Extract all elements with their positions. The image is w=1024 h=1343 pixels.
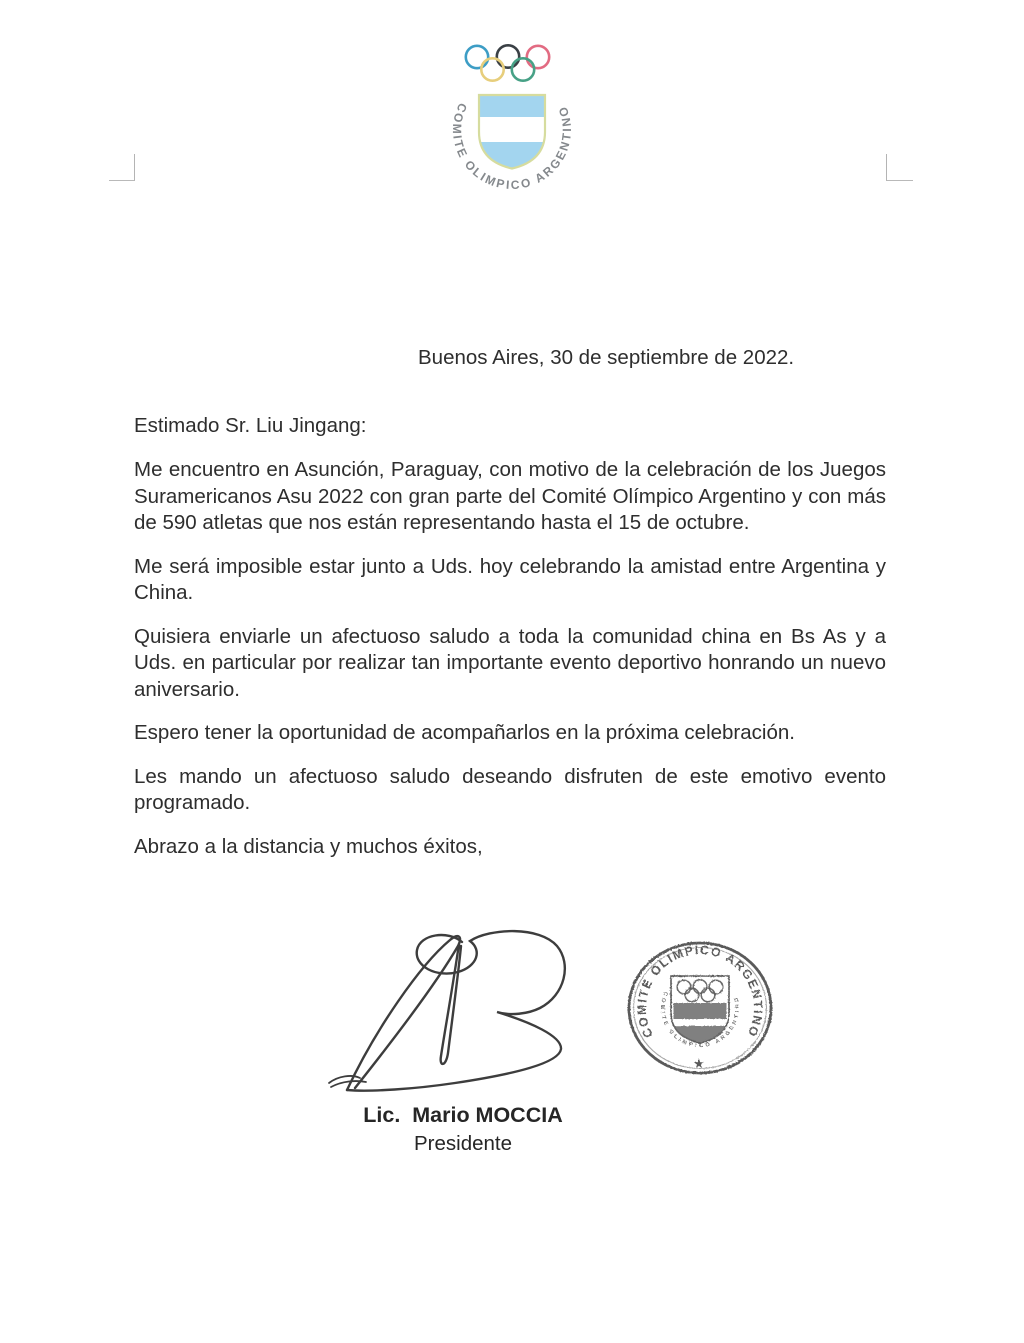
letter-paragraph: Quisiera enviarle un afectuoso saludo a toda la comunidad china en Bs As y a Uds. en particular por realizar tan importante evento deportivo honrando un nuevo aniversario. (134, 624, 886, 701)
signature-diagonal-loop (347, 936, 460, 1090)
signature-vertical-loop (441, 944, 461, 1064)
closing-line: Abrazo a la distancia y muchos éxitos, (134, 834, 483, 858)
signer-block (330, 1103, 596, 1156)
coa-logo (405, 35, 620, 200)
flag-shield-icon (479, 95, 545, 169)
signature-main-stroke (347, 931, 565, 1091)
logo-circular-text: COMITE OLIMPICO ARGENTINO (449, 100, 575, 193)
stamp-star-icon: ★ (693, 1056, 705, 1071)
official-stamp-icon (620, 935, 780, 1085)
letter-paragraph: Me encuentro en Asunción, Paraguay, con motivo de la celebración de los Juegos Suramericanos Asu 2022 con gran parte del Comité Olímpico Argentino y con más de 590 atletas que nos están representando hasta el 15 de octubre. (134, 458, 886, 534)
fold-mark-left (109, 154, 135, 181)
signer-title: Presidente (413, 1132, 512, 1155)
letter-paragraph: Me será imposible estar junto a Uds. hoy celebrando la amistad entre Argentina y China. (134, 554, 886, 604)
stamp-inner-text: COMITE OLIMPICO ARGENTINO (658, 990, 742, 1050)
signer-name: Lic. Mario MOCCIA (363, 1103, 563, 1127)
stamp-outer-text: COMITE OLIMPICO ARGENTINO (634, 942, 766, 1040)
letter-body (134, 345, 886, 877)
date-line: Buenos Aires, 30 de septiembre de 2022. (418, 346, 795, 369)
olympic-rings-icon (466, 45, 549, 80)
letter-paragraph: Les mando un afectuoso saludo deseando disfruten de este emotivo evento programado. (134, 764, 886, 814)
signature-scribble (315, 920, 585, 1105)
signature-flourish (329, 1076, 366, 1087)
letter-paragraph: Espero tener la oportunidad de acompañarlos en la próxima celebración. (134, 721, 795, 744)
stamp-shield-icon (671, 976, 729, 1043)
fold-mark-right (886, 154, 913, 181)
salutation-line: Estimado Sr. Liu Jingang: (134, 413, 367, 437)
